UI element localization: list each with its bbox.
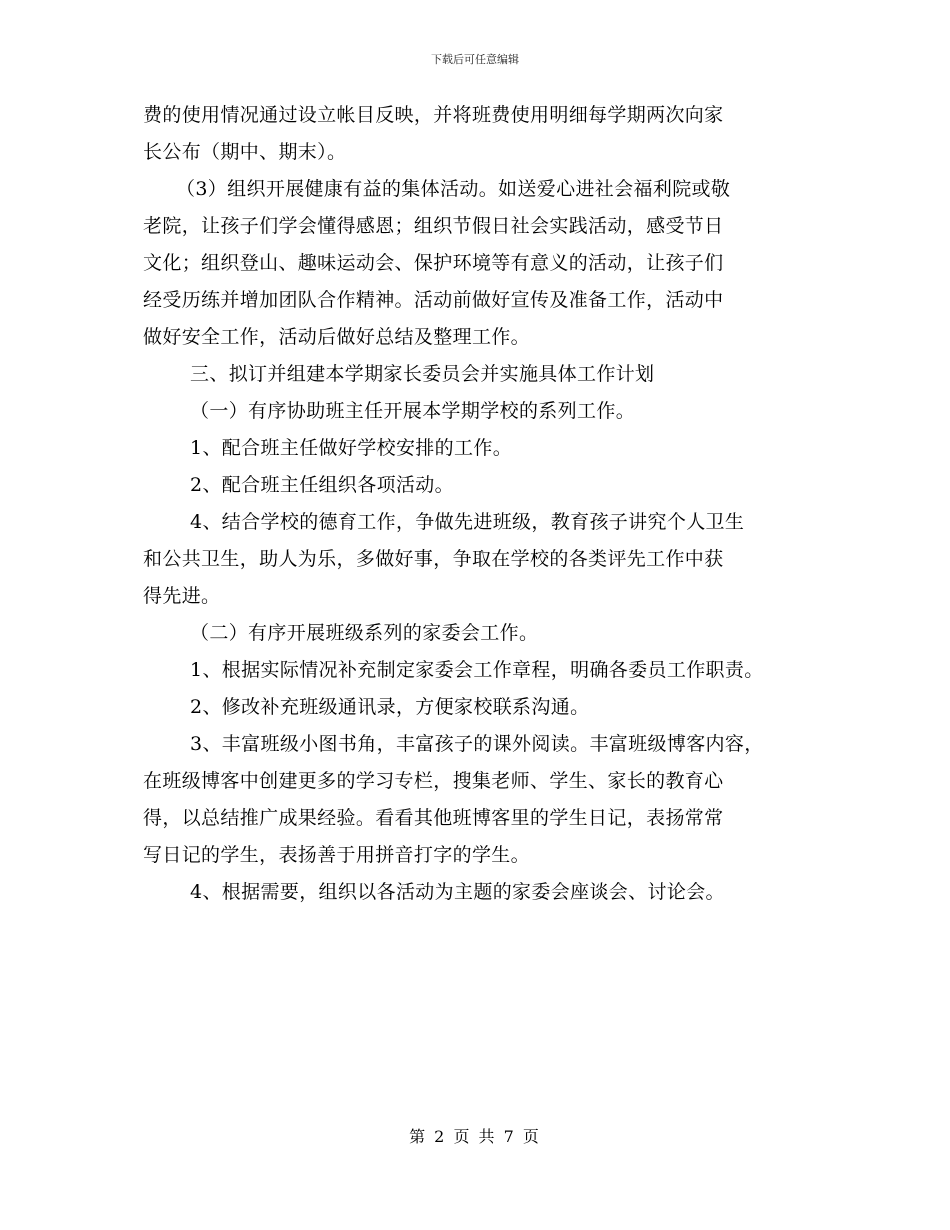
text-line: （一）有序协助班主任开展本学期学校的系列工作。 bbox=[190, 400, 636, 422]
text-line: （二）有序开展班级系列的家委会工作。 bbox=[190, 622, 539, 644]
text-line: 1、根据实际情况补充制定家委会工作章程，明确各委员工作职责。 bbox=[190, 659, 764, 681]
text-line: 得先进。 bbox=[143, 585, 221, 607]
text-line: 经受历练并增加团队合作精神。活动前做好宣传及准备工作，活动中 bbox=[143, 289, 724, 311]
text-line: 2、修改补充班级通讯录，方便家校联系沟通。 bbox=[190, 696, 590, 718]
text-line: 4、结合学校的德育工作，争做先进班级，教育孩子讲究个人卫生 bbox=[190, 511, 745, 533]
text-line: 老院，让孩子们学会懂得感恩；组织节假日社会实践活动，感受节日 bbox=[143, 215, 724, 237]
text-line: 2、配合班主任组织各项活动。 bbox=[190, 474, 454, 496]
text-line: 做好安全工作，活动后做好总结及整理工作。 bbox=[143, 326, 531, 348]
text-line: 和公共卫生，助人为乐，多做好事，争取在学校的各类评先工作中获 bbox=[143, 548, 724, 570]
text-line: 费的使用情况通过设立帐目反映，并将班费使用明细每学期两次向家 bbox=[143, 104, 724, 126]
text-line: 3、丰富班级小图书角，丰富孩子的课外阅读。丰富班级博客内容， bbox=[190, 733, 764, 755]
text-line: 在班级博客中创建更多的学习专栏，搜集老师、学生、家长的教育心 bbox=[143, 770, 724, 792]
text-line: 1、配合班主任做好学校安排的工作。 bbox=[190, 437, 513, 459]
text-line: 文化；组织登山、趣味运动会、保护环境等有意义的活动，让孩子们 bbox=[143, 252, 724, 274]
page-header: 下载后可任意编辑 bbox=[431, 53, 519, 66]
text-line: 长公布（期中、期末）。 bbox=[143, 141, 347, 163]
page-number-footer: 第 2 页 共 7 页 bbox=[409, 1127, 541, 1146]
text-line: 写日记的学生，表扬善于用拼音打字的学生。 bbox=[143, 844, 531, 866]
text-line: 4、根据需要，组织以各活动为主题的家委会座谈会、讨论会。 bbox=[190, 881, 725, 903]
text-line: （3）组织开展健康有益的集体活动。如送爱心进社会福利院或敬 bbox=[176, 178, 731, 200]
text-line: 三、拟订并组建本学期家长委员会并实施具体工作计划 bbox=[190, 363, 655, 385]
text-line: 得，以总结推广成果经验。看看其他班博客里的学生日记，表扬常常 bbox=[143, 807, 724, 829]
